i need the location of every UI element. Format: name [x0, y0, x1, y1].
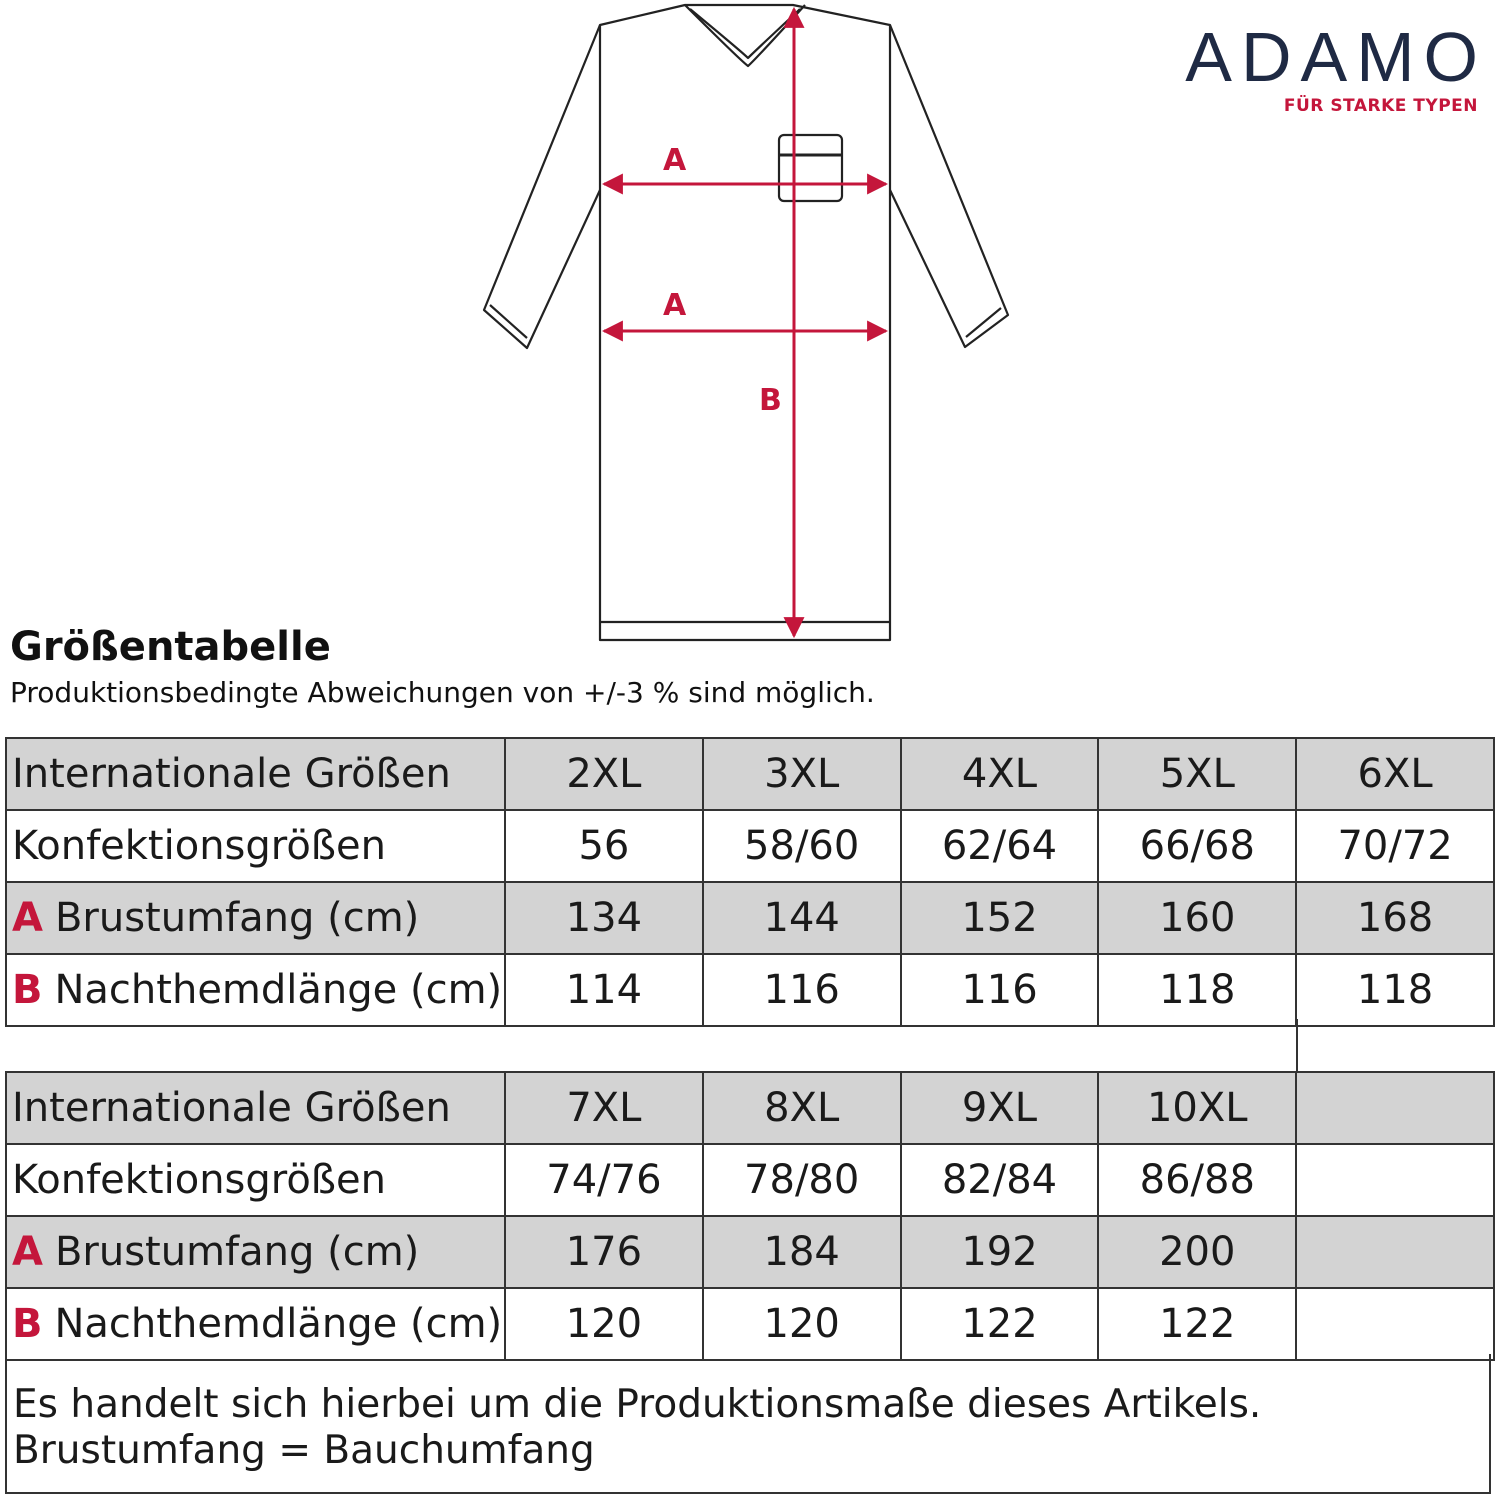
brand-logo [1185, 18, 1487, 116]
table-cell: 116 [703, 954, 901, 1026]
table-cell: 184 [703, 1216, 901, 1288]
table-cell: 120 [505, 1288, 703, 1360]
table-cell: 116 [901, 954, 1099, 1026]
row-label: Internationale Größen [6, 1072, 505, 1144]
table-cell: 78/80 [703, 1144, 901, 1216]
table-cell: 66/68 [1098, 810, 1296, 882]
table-row [6, 810, 1494, 882]
row-label: A Brustumfang (cm) [6, 1216, 505, 1288]
table-cell: 10XL [1098, 1072, 1296, 1144]
table-cell: 176 [505, 1216, 703, 1288]
table-row [6, 738, 1494, 810]
table-row [6, 882, 1494, 954]
table-cell: 160 [1098, 882, 1296, 954]
table-cell: 122 [901, 1288, 1099, 1360]
row-label: Konfektionsgrößen [6, 1144, 505, 1216]
table-cell: 134 [505, 882, 703, 954]
table-cell-empty [1296, 1072, 1494, 1144]
size-table-2 [5, 1071, 1495, 1361]
table-cell: 82/84 [901, 1144, 1099, 1216]
table-cell: 118 [1098, 954, 1296, 1026]
table-row [6, 1288, 1494, 1360]
table-cell: 192 [901, 1216, 1099, 1288]
table-cell: 4XL [901, 738, 1099, 810]
notes-box [5, 1354, 1491, 1494]
table-cell: 74/76 [505, 1144, 703, 1216]
table-cell: 5XL [1098, 738, 1296, 810]
page-subtitle: Produktionsbedingte Abweichungen von +/-3 % sind möglich. [10, 676, 875, 709]
table-row [6, 1144, 1494, 1216]
table-cell: 70/72 [1296, 810, 1494, 882]
table-cell: 86/88 [1098, 1144, 1296, 1216]
row-label: B Nachthemdlänge (cm) [6, 1288, 505, 1360]
table-cell: 7XL [505, 1072, 703, 1144]
table-cell: 56 [505, 810, 703, 882]
table-cell: 152 [901, 882, 1099, 954]
measure-key-a: A [12, 895, 43, 941]
table-cell: 114 [505, 954, 703, 1026]
table-cell-empty [1296, 1216, 1494, 1288]
table-cell: 168 [1296, 882, 1494, 954]
measure-key-a: A [12, 1229, 43, 1275]
row-label: B Nachthemdlänge (cm) [6, 954, 505, 1026]
measure-b-label: B [759, 383, 782, 418]
table-cell: 122 [1098, 1288, 1296, 1360]
table-row [6, 1072, 1494, 1144]
table-row [6, 1216, 1494, 1288]
table-cell: 144 [703, 882, 901, 954]
size-table-1 [5, 737, 1495, 1027]
table-cell-empty [1296, 1288, 1494, 1360]
table-cell: 6XL [1296, 738, 1494, 810]
pocket [779, 135, 842, 201]
table-cell-empty [1296, 1144, 1494, 1216]
table-cell: 8XL [703, 1072, 901, 1144]
row-label: A Brustumfang (cm) [6, 882, 505, 954]
brand-tagline: FÜR STARKE TYPEN [1283, 96, 1478, 116]
measure-a-top-label: A [663, 143, 687, 178]
table-cell: 9XL [901, 1072, 1099, 1144]
row-label: Konfektionsgrößen [6, 810, 505, 882]
table-cell: 2XL [505, 738, 703, 810]
measurement-lines [604, 9, 886, 636]
table-cell: 3XL [703, 738, 901, 810]
measure-a-bottom-label: A [663, 288, 687, 323]
table-cell: 200 [1098, 1216, 1296, 1288]
note-line-2: Brustumfang = Bauchumfang [13, 1428, 595, 1473]
table-row [6, 954, 1494, 1026]
table-divider [1296, 1019, 1298, 1071]
nightshirt-outline [484, 5, 1008, 640]
table-cell: 62/64 [901, 810, 1099, 882]
table-cell: 58/60 [703, 810, 901, 882]
page-title: Größentabelle [10, 624, 331, 670]
measure-key-b: B [12, 967, 43, 1013]
measure-key-b: B [12, 1301, 43, 1347]
row-label: Internationale Größen [6, 738, 505, 810]
table-cell: 118 [1296, 954, 1494, 1026]
note-line-1: Es handelt sich hierbei um die Produktionsmaße dieses Artikels. [13, 1382, 1262, 1427]
table-cell: 120 [703, 1288, 901, 1360]
brand-name: ADAMO [1185, 18, 1487, 96]
